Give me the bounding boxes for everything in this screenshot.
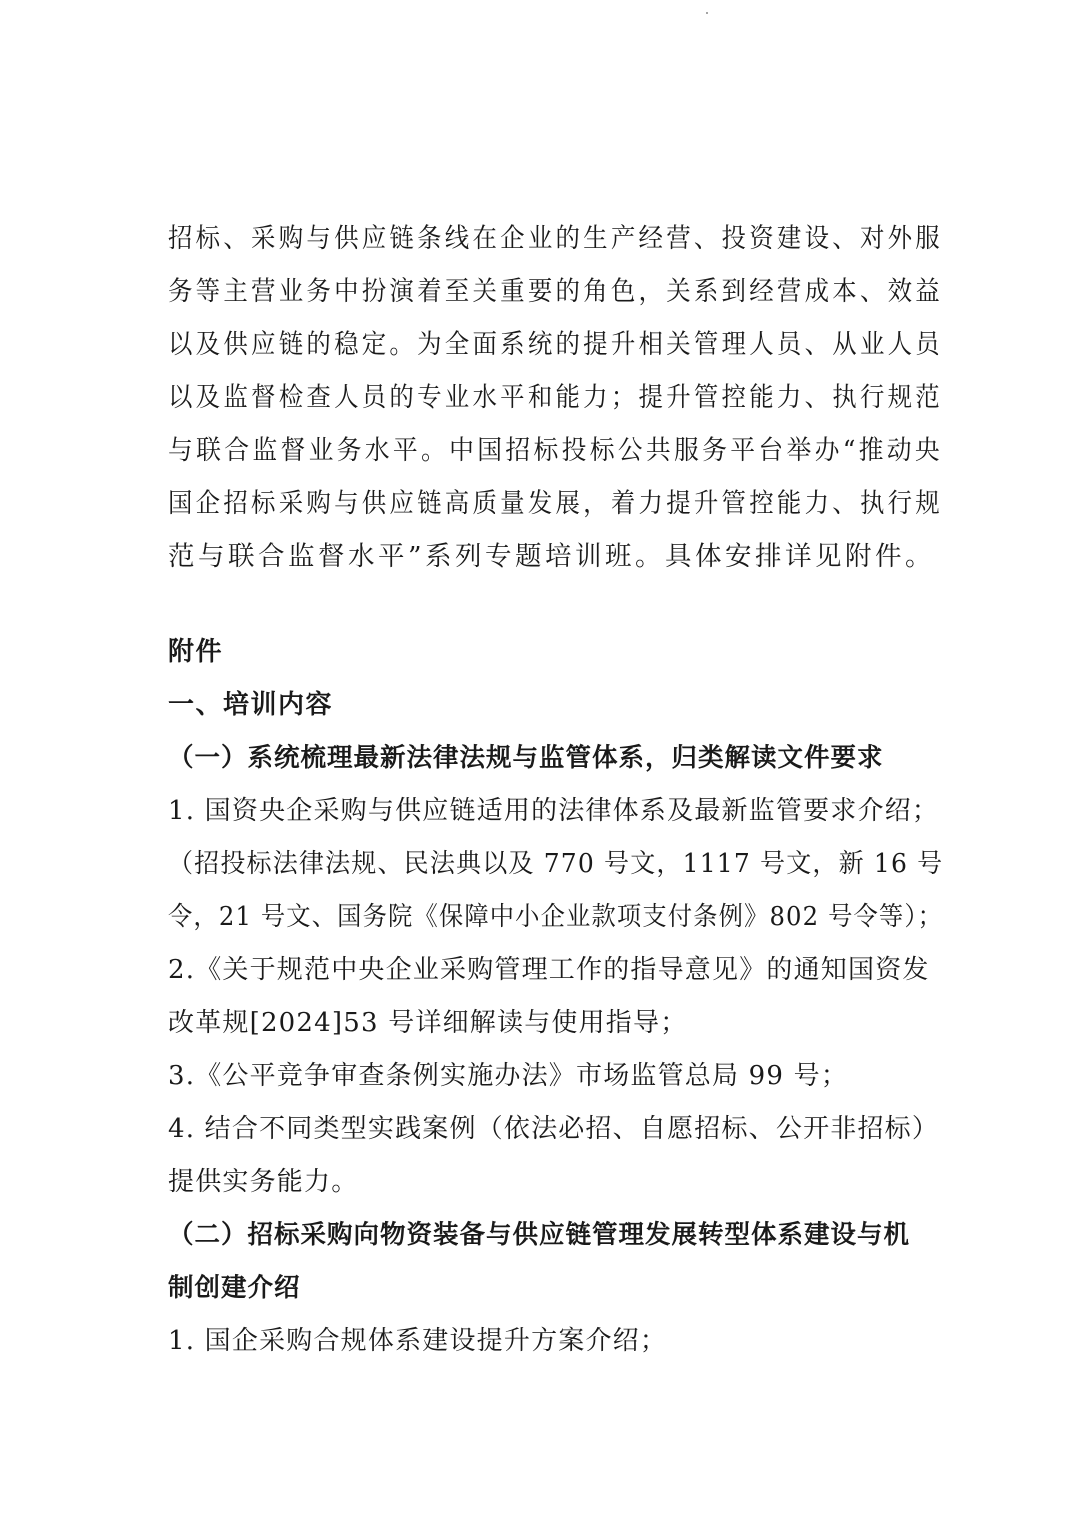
subsection-1-line: 4. 结合不同类型实践案例（依法必招、自愿招标、公开非招标） <box>168 1114 940 1144</box>
section-title: 一、培训内容 <box>168 690 334 720</box>
subsection-1-line: 令，21 号文、国务院《保障中小企业款项支付条例》802 号令等）； <box>168 902 944 932</box>
attachment-label: 附件 <box>168 637 224 667</box>
subsection-2-title: （二）招标采购向物资装备与供应链管理发展转型体系建设与机 <box>168 1220 911 1250</box>
intro-line: 招标、采购与供应链条线在企业的生产经营、投资建设、对外服 <box>168 223 943 254</box>
subsection-1-line: 改革规[2024]53 号详细解读与使用指导； <box>168 1008 688 1038</box>
intro-line: 与联合监督业务水平。中国招标投标公共服务平台举办“推动央 <box>168 435 944 466</box>
intro-line: 以及监督检查人员的专业水平和能力；提升管控能力、执行规范 <box>168 382 943 413</box>
subsection-2-line: 1. 国企采购合规体系建设提升方案介绍； <box>168 1326 668 1356</box>
subsection-1-line: 3.《公平竞争审查条例实施办法》市场监管总局 99 号； <box>168 1061 849 1091</box>
subsection-1-line: （招投标法律法规、民法典以及 770 号文，1117 号文，新 16 号 <box>168 849 944 879</box>
intro-line: 以及供应链的稳定。为全面系统的提升相关管理人员、从业人员 <box>168 329 943 360</box>
subsection-1-line: 提供实务能力。 <box>168 1167 359 1197</box>
intro-line: 国企招标采购与供应链高质量发展，着力提升管控能力、执行规 <box>168 488 943 519</box>
intro-line: 范与联合监督水平”系列专题培训班。具体安排详见附件。 <box>168 541 936 572</box>
intro-line: 务等主营业务中扮演着至关重要的角色，关系到经营成本、效益 <box>168 276 943 307</box>
subsection-1-title: （一）系统梳理最新法律法规与监管体系，归类解读文件要求 <box>168 743 884 773</box>
subsection-2-title: 制创建介绍 <box>168 1273 301 1303</box>
subsection-1-line: 2.《关于规范中央企业采购管理工作的指导意见》的通知国资发 <box>168 955 930 985</box>
subsection-1-line: 1. 国资央企采购与供应链适用的法律体系及最新监管要求介绍； <box>168 796 940 826</box>
intro-paragraph <box>168 212 943 583</box>
attachment-section <box>168 626 943 1368</box>
scan-speck <box>706 12 708 14</box>
